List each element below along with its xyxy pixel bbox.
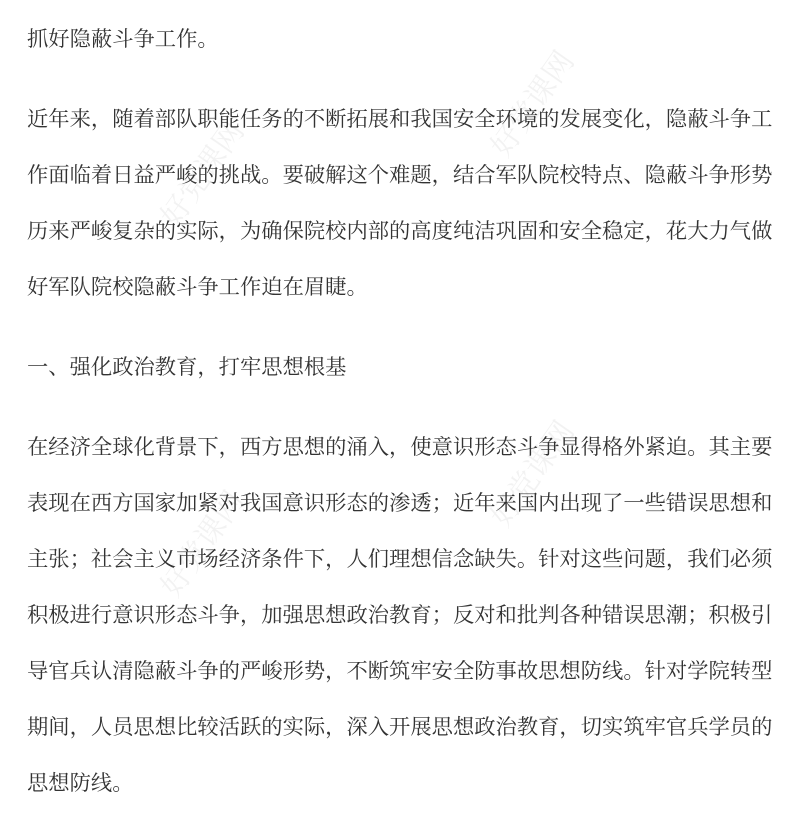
text-line: 抓好隐蔽斗争工作。 [27,27,219,52]
watermark: 好党课网 [154,484,252,604]
text-line: 近年来，随着部队职能任务的不断拓展和我国安全环境的发展变化，隐蔽斗争工 [27,107,773,132]
watermark: 好党课网 [484,414,582,534]
paragraph [27,12,797,68]
paragraph [27,420,797,812]
paragraph [27,92,797,316]
text-line: 在经济全球化背景下，西方思想的涌入，使意识形态斗争显得格外紧迫。其主要 [27,435,773,460]
text-line: 好军队院校隐蔽斗争工作迫在眉睫。 [27,275,368,300]
watermark: 好党课网 [154,114,252,234]
text-line: 积极进行意识形态斗争，加强思想政治教育；反对和批判各种错误思潮；积极引 [27,603,773,628]
text-line: 思想防线。 [27,771,134,796]
section-heading [27,340,797,396]
document-body [27,12,797,836]
text-line: 历来严峻复杂的实际，为确保院校内部的高度纯洁巩固和安全稳定，花大力气做 [27,219,773,244]
text-line: 期间，人员思想比较活跃的实际，深入开展思想政治教育，切实筑牢官兵学员的 [27,715,773,740]
text-line: 主张；社会主义市场经济条件下，人们理想信念缺失。针对这些问题，我们必须 [27,547,773,572]
text-line: 导官兵认清隐蔽斗争的严峻形势，不断筑牢安全防事故思想防线。针对学院转型 [27,659,773,684]
text-line: 表现在西方国家加紧对我国意识形态的渗透；近年来国内出现了一些错误思想和 [27,491,773,516]
text-line: 作面临着日益严峻的挑战。要破解这个难题，结合军队院校特点、隐蔽斗争形势 [27,163,773,188]
watermark: 好党课网 [484,44,582,164]
text-line: 一、强化政治教育，打牢思想根基 [27,355,347,380]
